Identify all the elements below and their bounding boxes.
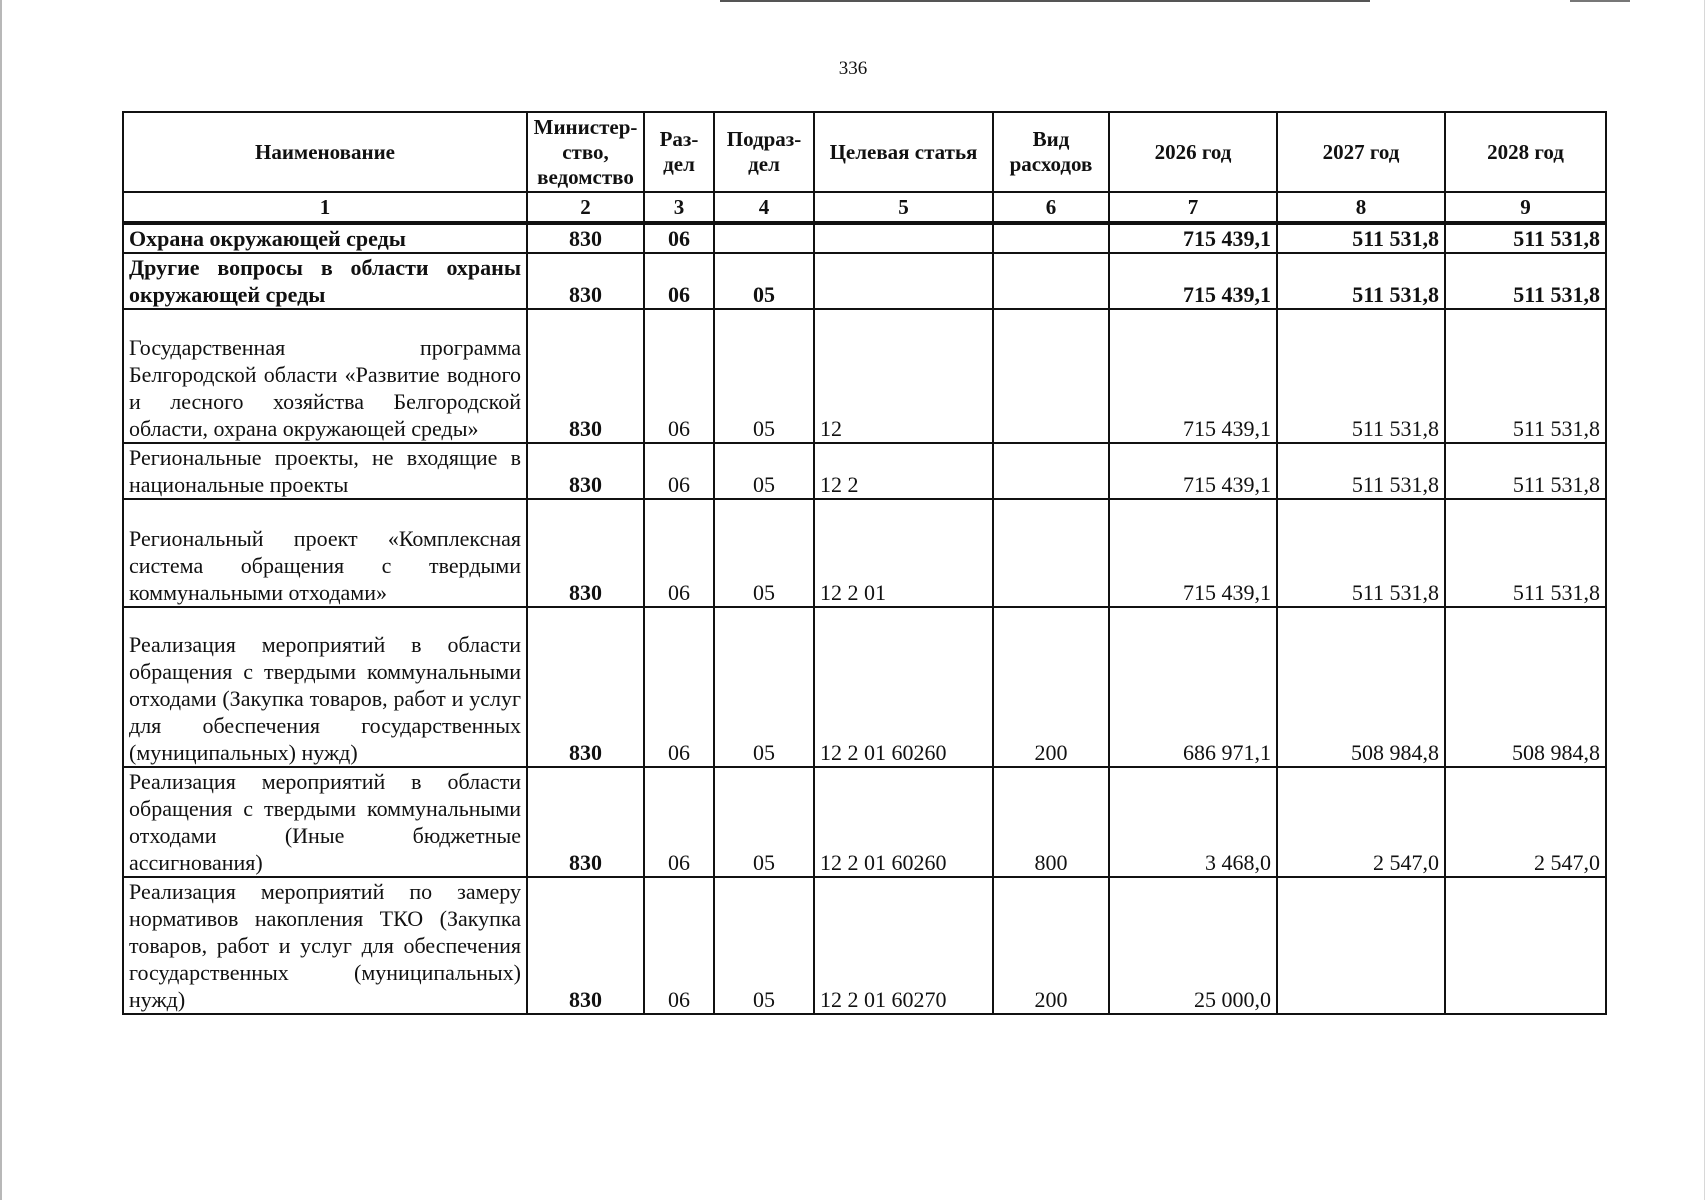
row-expense-type xyxy=(993,309,1109,443)
scan-edge-left xyxy=(0,0,2,1200)
row-expense-type: 200 xyxy=(993,607,1109,767)
header-row xyxy=(123,112,1606,192)
header-2027: 2027 год xyxy=(1277,112,1445,192)
row-section: 06 xyxy=(644,607,714,767)
page-number: 336 xyxy=(838,58,868,79)
column-number: 8 xyxy=(1277,192,1445,223)
row-target-article: 12 xyxy=(814,309,993,443)
row-amount-2027 xyxy=(1277,877,1445,1014)
header-subsection: Подраз-дел xyxy=(714,112,814,192)
header-name: Наименование xyxy=(123,112,527,192)
row-amount-2026: 715 439,1 xyxy=(1109,309,1277,443)
row-amount-2027: 511 531,8 xyxy=(1277,499,1445,607)
table-row xyxy=(123,877,1606,1014)
row-amount-2026: 686 971,1 xyxy=(1109,607,1277,767)
row-name: Региональные проекты, не входящие в национальные проекты xyxy=(123,443,527,499)
header-section: Раз-дел xyxy=(644,112,714,192)
header-target-article: Целевая статья xyxy=(814,112,993,192)
row-ministry: 830 xyxy=(527,309,644,443)
row-expense-type xyxy=(993,223,1109,253)
row-amount-2027: 511 531,8 xyxy=(1277,443,1445,499)
row-section: 06 xyxy=(644,767,714,877)
row-subsection: 05 xyxy=(714,309,814,443)
row-name: Региональный проект «Комплексная система обращения с твердыми коммунальными отходами» xyxy=(123,499,527,607)
row-amount-2028: 511 531,8 xyxy=(1445,499,1606,607)
table-row xyxy=(123,253,1606,309)
row-section: 06 xyxy=(644,253,714,309)
column-number: 2 xyxy=(527,192,644,223)
row-amount-2027: 2 547,0 xyxy=(1277,767,1445,877)
row-name: Охрана окружающей среды xyxy=(123,223,527,253)
row-amount-2026: 715 439,1 xyxy=(1109,443,1277,499)
row-target-article xyxy=(814,253,993,309)
row-ministry: 830 xyxy=(527,767,644,877)
header-expense-type: Вид расходов xyxy=(993,112,1109,192)
row-subsection: 05 xyxy=(714,253,814,309)
row-amount-2027: 511 531,8 xyxy=(1277,223,1445,253)
row-name: Государственная программа Белгородской области «Развитие водного и лесного хозяйства Белгородской области, охрана окружающей среды» xyxy=(123,309,527,443)
row-ministry: 830 xyxy=(527,499,644,607)
row-amount-2028 xyxy=(1445,877,1606,1014)
row-expense-type: 800 xyxy=(993,767,1109,877)
row-expense-type: 200 xyxy=(993,877,1109,1014)
row-name: Другие вопросы в области охраны окружающей среды xyxy=(123,253,527,309)
row-ministry: 830 xyxy=(527,253,644,309)
row-section: 06 xyxy=(644,309,714,443)
row-ministry: 830 xyxy=(527,877,644,1014)
row-target-article: 12 2 01 60260 xyxy=(814,767,993,877)
scan-top-line-right xyxy=(1570,0,1630,2)
row-target-article: 12 2 xyxy=(814,443,993,499)
row-subsection: 05 xyxy=(714,499,814,607)
row-section: 06 xyxy=(644,877,714,1014)
column-number: 5 xyxy=(814,192,993,223)
table-row xyxy=(123,223,1606,253)
budget-table xyxy=(122,111,1607,1015)
scan-edge-right xyxy=(1704,0,1705,1200)
row-amount-2028: 508 984,8 xyxy=(1445,607,1606,767)
row-amount-2027: 511 531,8 xyxy=(1277,253,1445,309)
row-target-article: 12 2 01 xyxy=(814,499,993,607)
row-target-article: 12 2 01 60260 xyxy=(814,607,993,767)
row-subsection: 05 xyxy=(714,443,814,499)
row-amount-2028: 2 547,0 xyxy=(1445,767,1606,877)
scan-top-line xyxy=(720,0,1370,2)
row-subsection: 05 xyxy=(714,767,814,877)
table-row xyxy=(123,499,1606,607)
header-2026: 2026 год xyxy=(1109,112,1277,192)
row-section: 06 xyxy=(644,443,714,499)
column-number: 4 xyxy=(714,192,814,223)
row-amount-2026: 715 439,1 xyxy=(1109,253,1277,309)
row-expense-type xyxy=(993,253,1109,309)
row-amount-2028: 511 531,8 xyxy=(1445,253,1606,309)
row-section: 06 xyxy=(644,223,714,253)
row-subsection: 05 xyxy=(714,607,814,767)
row-amount-2026: 3 468,0 xyxy=(1109,767,1277,877)
row-subsection xyxy=(714,223,814,253)
row-name: Реализация мероприятий в области обращения с твердыми коммунальными отходами (Иные бюджетные ассигнования) xyxy=(123,767,527,877)
table-row xyxy=(123,309,1606,443)
row-section: 06 xyxy=(644,499,714,607)
header-2028: 2028 год xyxy=(1445,112,1606,192)
row-ministry: 830 xyxy=(527,607,644,767)
row-amount-2028: 511 531,8 xyxy=(1445,309,1606,443)
column-number: 3 xyxy=(644,192,714,223)
row-expense-type xyxy=(993,443,1109,499)
column-number-row xyxy=(123,192,1606,223)
row-target-article: 12 2 01 60270 xyxy=(814,877,993,1014)
row-amount-2026: 715 439,1 xyxy=(1109,499,1277,607)
row-amount-2028: 511 531,8 xyxy=(1445,223,1606,253)
row-ministry: 830 xyxy=(527,443,644,499)
table-row xyxy=(123,443,1606,499)
column-number: 1 xyxy=(123,192,527,223)
table-row xyxy=(123,767,1606,877)
row-ministry: 830 xyxy=(527,223,644,253)
row-target-article xyxy=(814,223,993,253)
row-amount-2026: 25 000,0 xyxy=(1109,877,1277,1014)
row-amount-2027: 508 984,8 xyxy=(1277,607,1445,767)
row-name: Реализация мероприятий по замеру нормативов накопления ТКО (Закупка товаров, работ и услуг для обеспечения государственных (муниципальных) нужд) xyxy=(123,877,527,1014)
row-amount-2028: 511 531,8 xyxy=(1445,443,1606,499)
header-ministry: Министер-ство, ведомство xyxy=(527,112,644,192)
table-row xyxy=(123,607,1606,767)
row-amount-2026: 715 439,1 xyxy=(1109,223,1277,253)
row-expense-type xyxy=(993,499,1109,607)
row-subsection: 05 xyxy=(714,877,814,1014)
row-amount-2027: 511 531,8 xyxy=(1277,309,1445,443)
column-number: 6 xyxy=(993,192,1109,223)
column-number: 9 xyxy=(1445,192,1606,223)
column-number: 7 xyxy=(1109,192,1277,223)
row-name: Реализация мероприятий в области обращения с твердыми коммунальными отходами (Закупка товаров, работ и услуг для обеспечения государственных (муниципальных) нужд) xyxy=(123,607,527,767)
